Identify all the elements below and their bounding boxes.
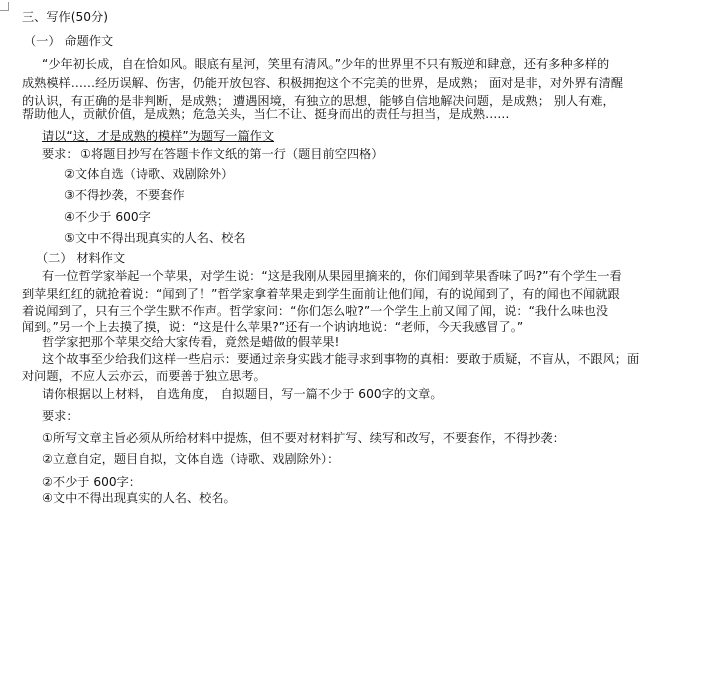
part2-story-line: 哲学家把那个苹果交给大家传看，竟然是蜡做的假苹果! bbox=[42, 335, 340, 349]
part2-requirement: ②不少于 600字： bbox=[42, 475, 141, 489]
part2-story-line: 着说闻到了，只有三个学生默不作声。哲学家问：“你们怎么啦?”一个学生上前又闻了闻，说：“我什么味也没 bbox=[22, 304, 609, 318]
part1-requirement: ③不得抄袭，不要套作 bbox=[64, 188, 185, 202]
part1-requirement: ⑤文中不得出现真实的人名、校名 bbox=[64, 231, 246, 245]
part2-story-line: 有一位哲学家举起一个苹果，对学生说：“这是我刚从果园里摘来的，你们闻到苹果香味了吗?”有个学生一看 bbox=[42, 269, 622, 283]
section-heading: 三、写作(50分) bbox=[22, 10, 108, 24]
part2-story-line: 这个故事至少给我们这样一些启示：要通过亲身实践才能寻求到事物的真相：要敢于质疑，不盲从，不跟风；面 bbox=[42, 352, 640, 366]
part2-requirement: ④文中不得出现真实的人名、校名。 bbox=[42, 491, 236, 505]
part1-paragraph-line: 成熟模样……经历误解、伤害，仍能开放包容、积极拥抱这个不完美的世界，是成熟； 面对是非，对外界有清醒 bbox=[22, 76, 624, 90]
part1-paragraph-line: 的认识，有正确的是非判断，是成熟； 遭遇困境，有独立的思想，能够自信地解决问题，是成熟； 别人有难， bbox=[22, 94, 615, 108]
part2-requirement: ①所写文章主旨必须从所给材料中提炼，但不要对材料扩写、续写和改写，不要套作，不得抄袭： bbox=[42, 431, 565, 445]
part1-paragraph-line: 帮助他人，贡献价值，是成熟；危急关头，当仁不让、挺身而出的责任与担当，是成熟…… bbox=[22, 107, 510, 121]
part2-requirements-label: 要求： bbox=[42, 409, 79, 423]
part1-requirement: ④不少于 600字 bbox=[64, 210, 151, 224]
corner-mark bbox=[0, 2, 9, 11]
part1-heading: （一） 命题作文 bbox=[24, 34, 114, 48]
part2-story-line: 请你根据以上材料， 自选角度， 自拟题目，写一篇不少于 600字的文章。 bbox=[42, 387, 443, 401]
part1-requirements-label: 要求： bbox=[42, 147, 79, 161]
part2-heading: （二） 材料作文 bbox=[36, 251, 126, 265]
part1-requirement: ②文体自选（诗歌、戏剧除外） bbox=[64, 167, 234, 181]
part1-paragraph-line: “少年初长成，自在恰如风。眼底有星河，笑里有清风。”少年的世界里不只有叛逆和肆意，还有多种多样的 bbox=[42, 57, 610, 71]
part2-requirement: ②立意自定，题目自拟，文体自选（诗歌、戏剧除外）： bbox=[42, 452, 340, 466]
part2-story-line: 闻到。”另一个上去摸了摸，说：“这是什么苹果?”还有一个讷讷地说：“老师，今天我感冒了。” bbox=[22, 320, 524, 334]
part1-requirement: ①将题目抄写在答题卡作文纸的第一行（题目前空四格） bbox=[80, 147, 384, 161]
part2-story-line: 到苹果红红的就抢着说：“闻到了！”哲学家拿着苹果走到学生面前让他们闻，有的说闻到了，有的闻也不闻就跟 bbox=[22, 287, 620, 301]
essay-prompt: 请以“这，才是成熟的模样”为题写一篇作文 bbox=[42, 129, 275, 143]
part2-story-line: 对问题，不应人云亦云，而要善于独立思考。 bbox=[22, 369, 266, 383]
